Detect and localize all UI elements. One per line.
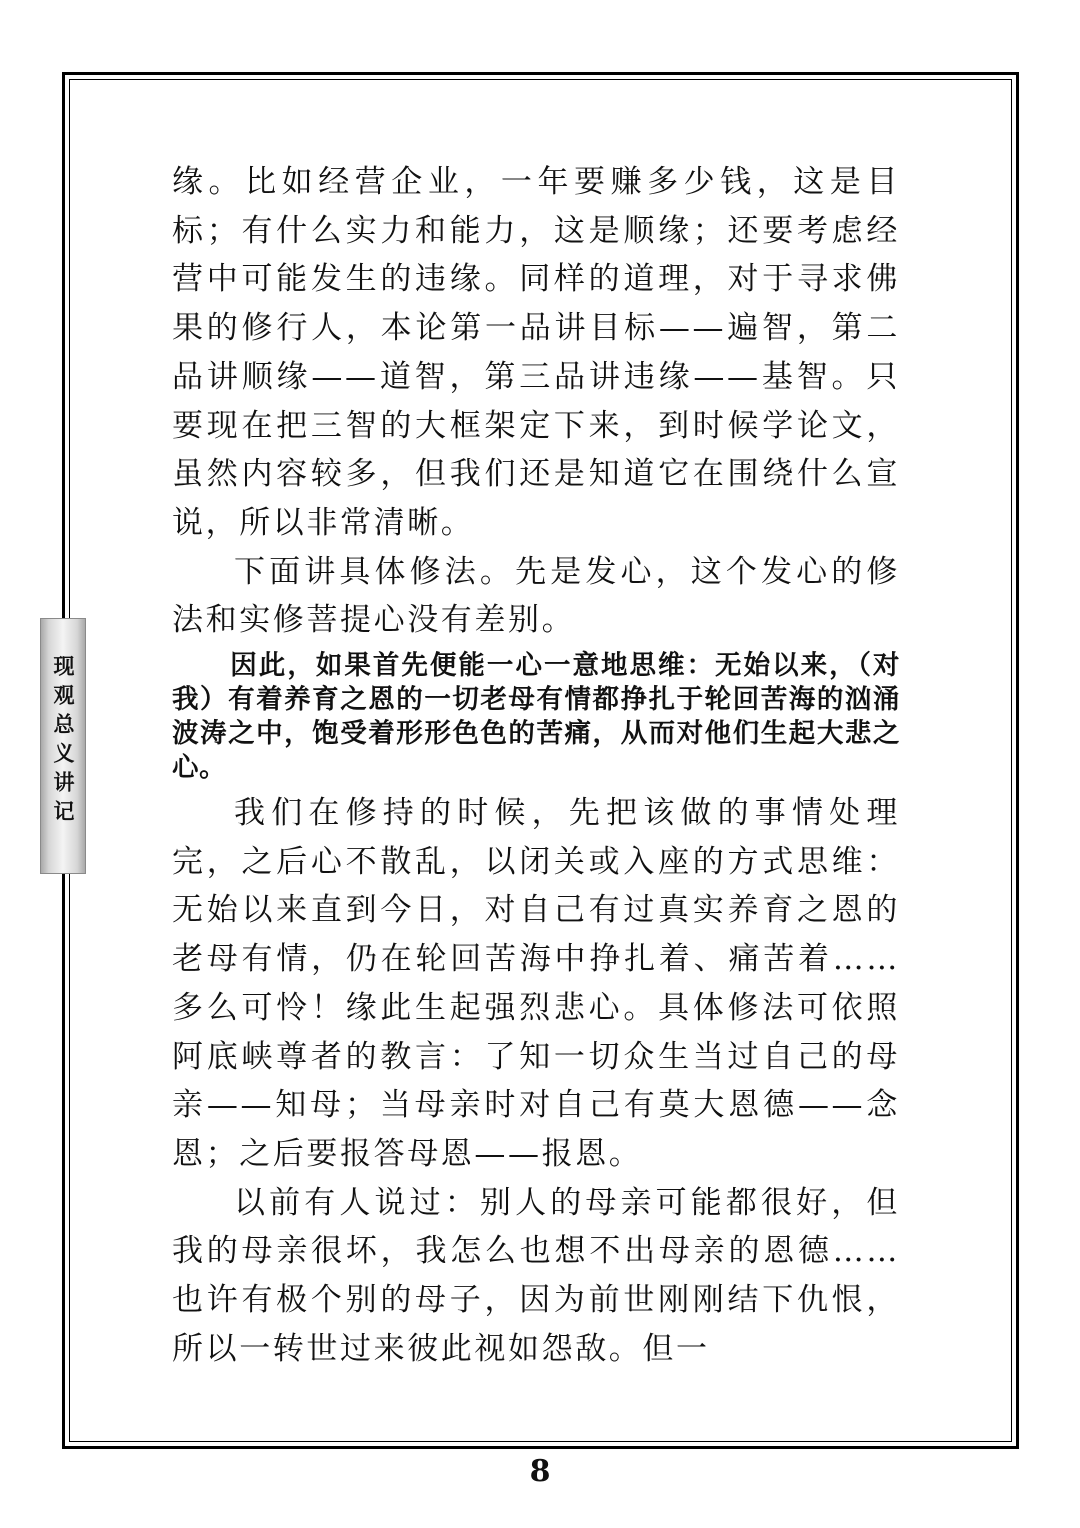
side-tab bbox=[40, 618, 86, 874]
page-number: 8 bbox=[529, 1454, 551, 1489]
paragraph-continued: 缘。比如经营企业，一年要赚多少钱，这是目标；有什么实力和能力，这是顺缘；还要考虑经营中可能发生的违缘。同样的道理，对于寻求佛果的修行人，本论第一品讲目标——遍智，第二品讲顺缘——道智，第三品讲违缘——基智。只要现在把三智的大框架定下来，到时候学论文，虽然内容较多，但我们还是知道它在围绕什么宣说，所以非常清晰。 bbox=[172, 164, 900, 541]
page-content bbox=[172, 158, 900, 1373]
paragraph-practice-intro: 下面讲具体修法。先是发心，这个发心的修法和实修菩提心没有差别。 bbox=[172, 553, 900, 639]
root-text-quote: 因此，如果首先便能一心一意地思维：无始以来，（对我）有着养育之恩的一切老母有情都挣扎于轮回苦海的汹涌波涛之中，饱受着形形色色的苦痛，从而对他们生起大悲之心。 bbox=[172, 650, 900, 784]
paragraph-example: 以前有人说过：别人的母亲可能都很好，但我的母亲很坏，我怎么也想不出母亲的恩德……也许有极个别的母子，因为前世刚刚结下仇恨，所以一转世过来彼此视如怨敌。但一 bbox=[172, 1184, 900, 1367]
paragraph-commentary: 我们在修持的时候，先把该做的事情处理完，之后心不散乱，以闭关或入座的方式思维：无始以来直到今日，对自己有过真实养育之恩的老母有情，仍在轮回苦海中挣扎着、痛苦着……多么可怜！缘此生起强烈悲心。具体修法可依照阿底峡尊者的教言：了知一切众生当过自己的母亲——知母；当母亲时对自己有莫大恩德——念恩；之后要报答母恩——报恩。 bbox=[172, 795, 900, 1172]
side-tab-title: 现观总义讲记 bbox=[51, 655, 76, 829]
